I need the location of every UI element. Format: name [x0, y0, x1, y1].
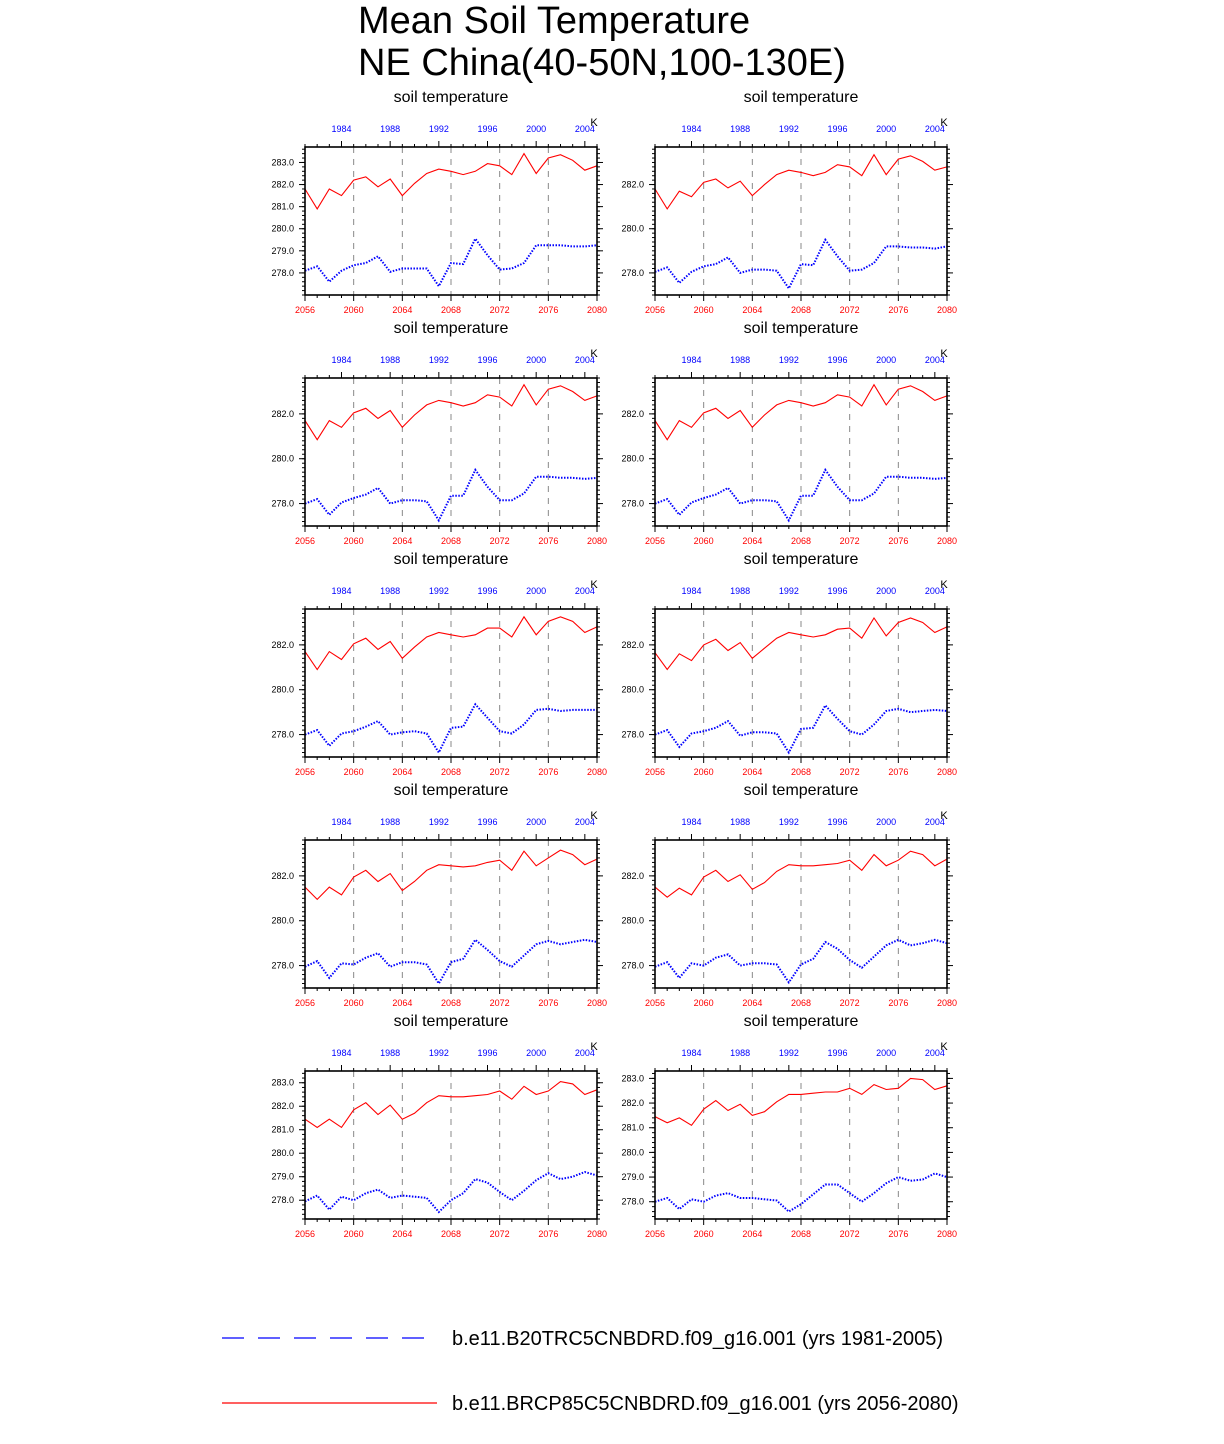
y-tick-label: 278.0: [271, 267, 294, 278]
figure-title-line-2: NE China(40-50N,100-130E): [358, 42, 846, 84]
x-top-tick-label: 1984: [681, 586, 702, 596]
panel-10: [621, 1013, 957, 1239]
x-bottom-tick-label: 2076: [538, 1229, 559, 1239]
y-tick-label: 278.0: [271, 960, 294, 971]
x-top-tick-label: 1996: [827, 586, 848, 596]
x-top-tick-label: 2004: [574, 1048, 595, 1058]
x-bottom-tick-label: 2072: [839, 767, 860, 777]
x-bottom-tick-label: 2072: [489, 998, 510, 1008]
y-tick-label: 282.0: [271, 408, 294, 419]
units-label: K: [590, 348, 598, 360]
x-top-tick-label: 1992: [428, 124, 449, 134]
x-bottom-tick-label: 2064: [392, 767, 413, 777]
y-tick-label: 280.0: [621, 453, 644, 464]
x-top-tick-label: 2000: [526, 817, 547, 827]
x-bottom-tick-label: 2076: [538, 767, 559, 777]
panel-7: [271, 782, 607, 1008]
x-bottom-tick-label: 2060: [693, 767, 714, 777]
y-tick-label: 278.0: [621, 960, 644, 971]
x-top-tick-label: 1984: [681, 1048, 702, 1058]
x-top-tick-label: 1992: [428, 817, 449, 827]
x-top-tick-label: 1992: [778, 1048, 799, 1058]
panel-title: soil temperature: [743, 551, 859, 568]
x-bottom-tick-label: 2060: [693, 998, 714, 1008]
x-bottom-tick-label: 2056: [294, 767, 316, 777]
y-tick-label: 282.0: [271, 870, 294, 881]
y-tick-label: 280.0: [621, 684, 644, 695]
y-tick-label: 282.0: [621, 179, 644, 190]
x-bottom-tick-label: 2056: [644, 998, 666, 1008]
y-tick-label: 280.0: [271, 684, 294, 695]
x-bottom-tick-label: 2068: [440, 998, 462, 1008]
y-tick-label: 282.0: [271, 639, 294, 650]
x-top-tick-label: 2000: [876, 586, 897, 596]
x-top-tick-label: 1992: [428, 586, 449, 596]
x-top-tick-label: 1988: [380, 1048, 401, 1058]
x-top-tick-label: 2004: [574, 586, 595, 596]
panel-8: [621, 782, 957, 1008]
x-bottom-tick-label: 2072: [489, 305, 510, 315]
units-label: K: [590, 810, 598, 822]
x-bottom-tick-label: 2072: [839, 998, 860, 1008]
x-bottom-tick-label: 2056: [294, 1229, 316, 1239]
panel-9: [271, 1013, 607, 1239]
y-tick-label: 280.0: [271, 915, 294, 926]
x-top-tick-label: 2000: [526, 355, 547, 365]
x-top-tick-label: 2000: [526, 124, 547, 134]
y-tick-label: 280.0: [621, 223, 644, 234]
y-tick-label: 282.0: [271, 1101, 294, 1112]
units-label: K: [940, 117, 948, 129]
x-bottom-tick-label: 2080: [586, 536, 608, 546]
y-tick-label: 278.0: [621, 729, 644, 740]
x-top-tick-label: 1984: [331, 124, 352, 134]
panel-3: [271, 320, 607, 546]
x-top-tick-label: 1992: [778, 355, 799, 365]
x-top-tick-label: 2000: [526, 586, 547, 596]
x-top-tick-label: 1992: [778, 124, 799, 134]
x-top-tick-label: 1996: [477, 817, 498, 827]
x-bottom-tick-label: 2056: [294, 998, 316, 1008]
y-tick-label: 280.0: [621, 1147, 644, 1158]
y-tick-label: 283.0: [271, 157, 294, 168]
y-tick-label: 280.0: [271, 223, 294, 234]
x-top-tick-label: 2004: [574, 124, 595, 134]
x-top-tick-label: 1984: [331, 586, 352, 596]
x-bottom-tick-label: 2056: [644, 1229, 666, 1239]
x-top-tick-label: 1988: [380, 586, 401, 596]
units-label: K: [590, 1041, 598, 1053]
x-bottom-tick-label: 2076: [888, 998, 909, 1008]
x-top-tick-label: 1984: [331, 1048, 352, 1058]
x-top-tick-label: 1996: [827, 1048, 848, 1058]
x-top-tick-label: 1992: [778, 586, 799, 596]
x-top-tick-label: 2000: [876, 817, 897, 827]
x-top-tick-label: 2004: [924, 355, 945, 365]
x-bottom-tick-label: 2072: [839, 305, 860, 315]
x-bottom-tick-label: 2064: [392, 305, 413, 315]
y-tick-label: 281.0: [271, 201, 294, 212]
units-label: K: [940, 579, 948, 591]
x-bottom-tick-label: 2068: [790, 1229, 812, 1239]
y-tick-label: 282.0: [621, 408, 644, 419]
y-tick-label: 281.0: [271, 1124, 294, 1135]
panel-title: soil temperature: [743, 89, 859, 106]
x-top-tick-label: 1984: [681, 817, 702, 827]
x-top-tick-label: 1992: [778, 817, 799, 827]
panel-4: [621, 320, 957, 546]
y-tick-label: 278.0: [621, 1196, 644, 1207]
x-bottom-tick-label: 2080: [586, 998, 608, 1008]
x-bottom-tick-label: 2056: [644, 536, 666, 546]
x-bottom-tick-label: 2080: [936, 767, 958, 777]
x-bottom-tick-label: 2076: [538, 998, 559, 1008]
x-top-tick-label: 2000: [526, 1048, 547, 1058]
panel-title: soil temperature: [743, 1013, 859, 1030]
panel-title: soil temperature: [393, 782, 509, 799]
x-top-tick-label: 2000: [876, 1048, 897, 1058]
y-tick-label: 282.0: [621, 1098, 644, 1109]
y-tick-label: 278.0: [621, 267, 644, 278]
legend-label-future: b.e11.BRCP85C5CNBDRD.f09_g16.001 (yrs 2056-2080): [452, 1393, 959, 1415]
x-top-tick-label: 1988: [380, 817, 401, 827]
x-top-tick-label: 1996: [827, 817, 848, 827]
x-bottom-tick-label: 2068: [440, 1229, 462, 1239]
y-tick-label: 281.0: [621, 1122, 644, 1133]
x-bottom-tick-label: 2056: [644, 767, 666, 777]
y-tick-label: 280.0: [271, 453, 294, 464]
x-bottom-tick-label: 2072: [489, 767, 510, 777]
x-bottom-tick-label: 2060: [693, 305, 714, 315]
x-bottom-tick-label: 2068: [440, 767, 462, 777]
x-top-tick-label: 2004: [924, 586, 945, 596]
units-label: K: [940, 348, 948, 360]
x-bottom-tick-label: 2064: [392, 1229, 413, 1239]
x-bottom-tick-label: 2060: [343, 1229, 364, 1239]
x-top-tick-label: 2000: [876, 355, 897, 365]
y-tick-label: 278.0: [621, 498, 644, 509]
figure-title-line-1: Mean Soil Temperature: [358, 0, 751, 42]
x-bottom-tick-label: 2060: [693, 536, 714, 546]
y-tick-label: 282.0: [271, 179, 294, 190]
x-bottom-tick-label: 2080: [936, 1229, 958, 1239]
x-bottom-tick-label: 2072: [839, 536, 860, 546]
y-tick-label: 280.0: [271, 1148, 294, 1159]
x-top-tick-label: 1984: [681, 124, 702, 134]
x-top-tick-label: 1992: [428, 355, 449, 365]
units-label: K: [940, 1041, 948, 1053]
y-tick-label: 283.0: [621, 1073, 644, 1084]
x-bottom-tick-label: 2064: [742, 998, 763, 1008]
x-bottom-tick-label: 2060: [343, 998, 364, 1008]
y-tick-label: 280.0: [621, 915, 644, 926]
x-bottom-tick-label: 2076: [888, 1229, 909, 1239]
x-bottom-tick-label: 2080: [586, 1229, 608, 1239]
x-bottom-tick-label: 2068: [440, 305, 462, 315]
x-top-tick-label: 1988: [730, 124, 751, 134]
x-bottom-tick-label: 2076: [888, 536, 909, 546]
x-bottom-tick-label: 2064: [392, 998, 413, 1008]
x-top-tick-label: 1984: [681, 355, 702, 365]
x-top-tick-label: 1988: [730, 586, 751, 596]
panel-title: soil temperature: [743, 782, 859, 799]
x-bottom-tick-label: 2056: [294, 305, 316, 315]
panel-title: soil temperature: [393, 551, 509, 568]
x-bottom-tick-label: 2060: [343, 536, 364, 546]
x-top-tick-label: 2004: [574, 355, 595, 365]
x-bottom-tick-label: 2068: [790, 305, 812, 315]
y-tick-label: 279.0: [621, 1172, 644, 1183]
x-bottom-tick-label: 2056: [294, 536, 316, 546]
x-bottom-tick-label: 2068: [790, 998, 812, 1008]
y-tick-label: 279.0: [271, 245, 294, 256]
panel-1: [271, 89, 607, 315]
units-label: K: [590, 579, 598, 591]
x-bottom-tick-label: 2076: [888, 767, 909, 777]
y-tick-label: 278.0: [271, 729, 294, 740]
panel-2: [621, 89, 957, 315]
y-tick-label: 283.0: [271, 1077, 294, 1088]
x-bottom-tick-label: 2076: [538, 305, 559, 315]
panel-5: [271, 551, 607, 777]
x-top-tick-label: 1988: [730, 1048, 751, 1058]
x-bottom-tick-label: 2080: [936, 305, 958, 315]
x-bottom-tick-label: 2068: [440, 536, 462, 546]
x-top-tick-label: 1996: [827, 355, 848, 365]
x-top-tick-label: 1996: [477, 124, 498, 134]
x-top-tick-label: 1988: [730, 817, 751, 827]
units-label: K: [940, 810, 948, 822]
x-bottom-tick-label: 2064: [392, 536, 413, 546]
x-top-tick-label: 1984: [331, 817, 352, 827]
x-bottom-tick-label: 2060: [693, 1229, 714, 1239]
y-tick-label: 278.0: [271, 498, 294, 509]
x-top-tick-label: 1996: [477, 355, 498, 365]
x-bottom-tick-label: 2080: [586, 767, 608, 777]
x-top-tick-label: 1996: [477, 586, 498, 596]
x-bottom-tick-label: 2080: [936, 536, 958, 546]
x-bottom-tick-label: 2064: [742, 767, 763, 777]
panel-title: soil temperature: [393, 89, 509, 106]
x-top-tick-label: 2004: [924, 124, 945, 134]
panel-6: [621, 551, 957, 777]
y-tick-label: 278.0: [271, 1195, 294, 1206]
panel-title: soil temperature: [743, 320, 859, 337]
x-top-tick-label: 2004: [924, 1048, 945, 1058]
x-top-tick-label: 2004: [924, 817, 945, 827]
y-tick-label: 282.0: [621, 870, 644, 881]
x-top-tick-label: 1988: [380, 355, 401, 365]
x-bottom-tick-label: 2076: [888, 305, 909, 315]
x-bottom-tick-label: 2080: [586, 305, 608, 315]
x-top-tick-label: 1984: [331, 355, 352, 365]
x-top-tick-label: 1988: [380, 124, 401, 134]
x-top-tick-label: 2004: [574, 817, 595, 827]
x-bottom-tick-label: 2072: [839, 1229, 860, 1239]
y-tick-label: 282.0: [621, 639, 644, 650]
x-top-tick-label: 2000: [876, 124, 897, 134]
legend-label-historical: b.e11.B20TRC5CNBDRD.f09_g16.001 (yrs 1981-2005): [452, 1328, 944, 1350]
x-bottom-tick-label: 2064: [742, 1229, 763, 1239]
panel-title: soil temperature: [393, 1013, 509, 1030]
x-bottom-tick-label: 2056: [644, 305, 666, 315]
x-bottom-tick-label: 2076: [538, 536, 559, 546]
x-top-tick-label: 1996: [477, 1048, 498, 1058]
panel-title: soil temperature: [393, 320, 509, 337]
units-label: K: [590, 117, 598, 129]
x-bottom-tick-label: 2072: [489, 1229, 510, 1239]
x-top-tick-label: 1992: [428, 1048, 449, 1058]
x-bottom-tick-label: 2080: [936, 998, 958, 1008]
x-bottom-tick-label: 2064: [742, 305, 763, 315]
y-tick-label: 279.0: [271, 1171, 294, 1182]
x-bottom-tick-label: 2060: [343, 767, 364, 777]
x-top-tick-label: 1988: [730, 355, 751, 365]
x-bottom-tick-label: 2060: [343, 305, 364, 315]
x-bottom-tick-label: 2068: [790, 536, 812, 546]
x-bottom-tick-label: 2072: [489, 536, 510, 546]
x-bottom-tick-label: 2068: [790, 767, 812, 777]
x-bottom-tick-label: 2064: [742, 536, 763, 546]
x-top-tick-label: 1996: [827, 124, 848, 134]
